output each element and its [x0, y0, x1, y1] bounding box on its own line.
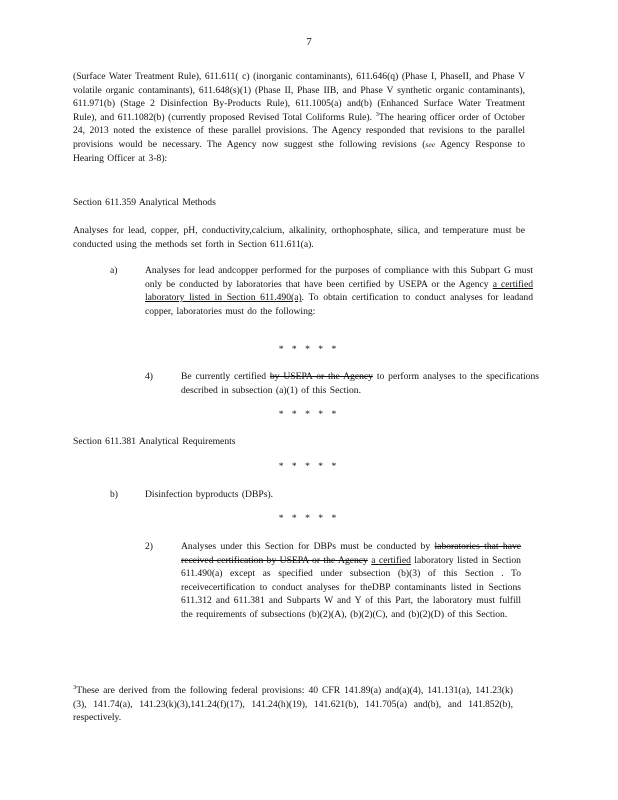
item-2-text: [181, 540, 521, 622]
deleted-text: laboratories that have received certification by USEPA or the Agency: [181, 541, 522, 566]
subsection-b-text: Disinfection byproducts (DBPs).: [145, 489, 274, 500]
item-2-label: 2): [145, 541, 153, 552]
footnote-mark: 3: [73, 683, 77, 691]
intro-text-1: (Surface Water Treatment Rule), 611.611( c) (inorganic contaminants), 611.646(q) (Phase I, PhaseII, and Phase V volatile organic contaminants), 611.648(s)(1) (Phase II, Phase IIB, and Phase V synthetic organic contaminants), 611.971(b) (Stage 2 Disinfection By-Products Rule), 611.1005(a) and(b) (Enhanced Surface Water Treatment Rule), and 611.1082(b) (currently proposed Revised Total Coliforms Rule).: [73, 71, 525, 123]
ellipsis-stars: * * * * *: [278, 344, 340, 355]
section-611-359-body: Analyses for lead, copper, pH, conductivity,calcium, alkalinity, orthophosphate, silica, and temperature must be conducted using the methods set forth in Section 611.611(a).: [73, 225, 525, 250]
inserted-text: a certified laboratory listed in Section 611.490(a): [145, 278, 533, 304]
intro-text-3: Agency Response to Hearing Officer at 3-8):: [73, 138, 525, 164]
footnote-ref[interactable]: 3: [375, 110, 379, 118]
subsection-a-text-2: . To obtain certification to conduct analyses for leadand copper, laboratories must do the following:: [145, 292, 533, 317]
ellipsis-stars: * * * * *: [278, 513, 340, 524]
item-4-text-post: to perform analyses to the specifications described in subsection (a)(1) of this Section.: [181, 371, 539, 396]
subsection-a-label: a): [110, 265, 118, 276]
item-4-text-pre: Be currently certified: [181, 371, 266, 382]
page-number: 7: [306, 36, 312, 48]
subsection-b-label: b): [110, 489, 118, 500]
intro-text-2: The hearing officer order of October 24, 2013 noted the existence of these parallel provisions. The Agency responded that revisions to the parallel provisions would be necessary. The Agency now suggest sthe following revisions (: [73, 111, 526, 150]
ellipsis-stars: * * * * *: [278, 409, 340, 420]
item-4-text: [181, 370, 539, 397]
see-signal: see: [425, 139, 435, 149]
deleted-text: by USEPA or the Agency: [269, 371, 373, 382]
subsection-a-text-1: Analyses for lead andcopper performed for the purposes of compliance with this Subpart G must only be conducted by laboratories that have been certified by USEPA or the Agency: [145, 265, 533, 290]
inserted-text: a certified: [371, 554, 411, 566]
item-2-text-pre: Analyses under this Section for DBPs must be conducted by: [181, 541, 431, 552]
footnote-text: These are derived from the following federal provisions: 40 CFR 141.89(a) and(a)(4), 141.131(a), 141.23(k)(3), 141.74(a), 141.23(k)(3),141.24(f)(17), 141.24(h)(19), 141.621(b), 141.705(a) and(b), and 141.852(b), respectively.: [73, 685, 513, 724]
section-611-381-heading: Section 611.381 Analytical Requirements: [73, 436, 236, 447]
section-611-359-heading: Section 611.359 Analytical Methods: [73, 197, 216, 208]
ellipsis-stars: * * * * *: [278, 461, 340, 472]
subsection-a-text: [145, 264, 533, 318]
intro-paragraph: [73, 70, 525, 165]
item-4-label: 4): [145, 371, 153, 382]
item-2-text-post: laboratory listed in Section 611.490(a) except as specified under subsection (b)(3) of this Section . To receivecertification to conduct analyses for theDBP contaminants listed in Sections 611.312 and 611.381 and Subparts W and Y of this Part, the laboratory must fulfill the requirements of subsections (b)(2)(A), (b)(2)(C), and (b)(2)(D) of this Section.: [181, 554, 521, 620]
footnote: [73, 684, 513, 725]
